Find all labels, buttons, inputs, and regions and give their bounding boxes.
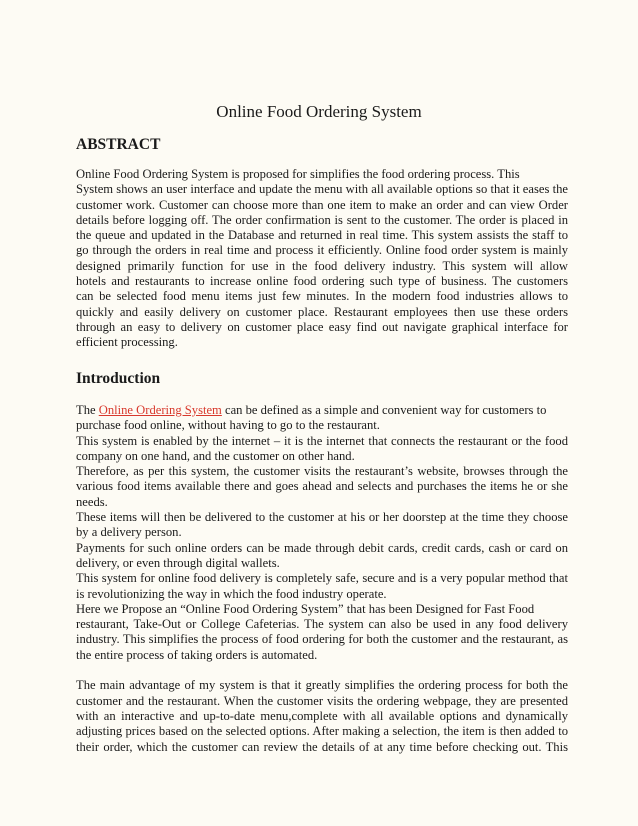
intro-line: is revolutionizing the way in which the food industry operate. <box>76 586 387 601</box>
abstract-line: go through the orders in real time and process it efficiently. Online food order system is mainly <box>76 243 568 258</box>
intro-line: restaurant, Take-Out or College Cafeterias. The system can also be used in any food delivery <box>76 617 568 632</box>
intro-line: adjusting prices based on the selected options. After making a selection, the item is then added to <box>76 724 568 739</box>
intro-line: delivery, or even through digital wallets. <box>76 555 280 570</box>
intro-line: the entire process of taking orders is automated. <box>76 647 318 662</box>
abstract-line: customer work. Customer can choose more than one item to make an order and can view Order <box>76 197 568 212</box>
intro-line: customer and the restaurant. When the customer visits the ordering webpage, they are presented <box>76 693 568 708</box>
intro-first-line-prefix: The <box>76 403 99 417</box>
document-title: Online Food Ordering System <box>216 102 422 121</box>
paragraph-gap <box>76 663 568 678</box>
intro-line: by a delivery person. <box>76 525 182 540</box>
abstract-line: hotels and restaurants to increase online food ordering such type of business. The customers <box>76 274 568 289</box>
intro-first-line-suffix: can be defined as a simple and convenient way for customers to <box>221 403 547 417</box>
intro-line: Here we Propose an “Online Food Ordering System” that has been Designed for Fast Food <box>76 601 535 616</box>
introduction-heading: Introduction <box>76 370 161 387</box>
abstract-line: details before logging off. The order confirmation is sent to the customer. The order is placed in <box>76 212 568 227</box>
abstract-line: System shows an user interface and update the menu with all available options so that it eases the <box>76 182 568 197</box>
intro-line: This system for online food delivery is completely safe, secure and is a very popular method that <box>76 571 568 586</box>
intro-line: purchase food online, without having to go to the restaurant. <box>76 418 380 433</box>
intro-line: company on one hand, and the customer on other hand. <box>76 448 355 463</box>
intro-line: industry. This simplifies the process of food ordering for both the customer and the restaurant, as <box>76 632 568 647</box>
intro-line: with an interactive and up-to-date menu,complete with all available options and dynamically <box>76 708 568 723</box>
abstract-line: can be selected food menu items just few minutes. In the modern food industries allows to <box>76 289 568 304</box>
abstract-body <box>76 167 568 351</box>
intro-line: their order, which the customer can review the details of at any time before checking out. This <box>76 739 568 754</box>
abstract-heading: ABSTRACT <box>76 136 161 153</box>
abstract-line: the queue and updated in the Database and returned in real time. This system assists the staff to <box>76 228 568 243</box>
online-ordering-system-link[interactable]: Online Ordering System <box>98 403 222 417</box>
abstract-line: Online Food Ordering System is proposed for simplifies the food ordering process. This <box>76 167 520 181</box>
abstract-line: quickly and easily delivery on customer place. Restaurant employees then use these orders <box>76 304 568 319</box>
abstract-line: through an easy to delivery on customer place easy find out navigate graphical interface for <box>76 319 568 334</box>
intro-line: This system is enabled by the internet – it is the internet that connects the restaurant or the food <box>76 433 568 448</box>
introduction-body <box>76 403 568 755</box>
intro-line: Payments for such online orders can be made through debit cards, credit cards, cash or card on <box>76 540 568 555</box>
abstract-line: designed primarily function for use in the food delivery industry. This system will allow <box>76 258 568 273</box>
intro-line: Therefore, as per this system, the customer visits the restaurant’s website, browses through the <box>76 464 568 479</box>
intro-line: needs. <box>76 494 108 509</box>
intro-line: The main advantage of my system is that it greatly simplifies the ordering process for both the <box>76 678 568 693</box>
intro-line: various food items available there and goes ahead and selects and purchases the items he or she <box>76 479 568 494</box>
intro-first-line <box>76 403 568 418</box>
intro-line: These items will then be delivered to the customer at his or her doorstep at the time they choose <box>76 510 568 525</box>
abstract-line: efficient processing. <box>76 335 178 350</box>
